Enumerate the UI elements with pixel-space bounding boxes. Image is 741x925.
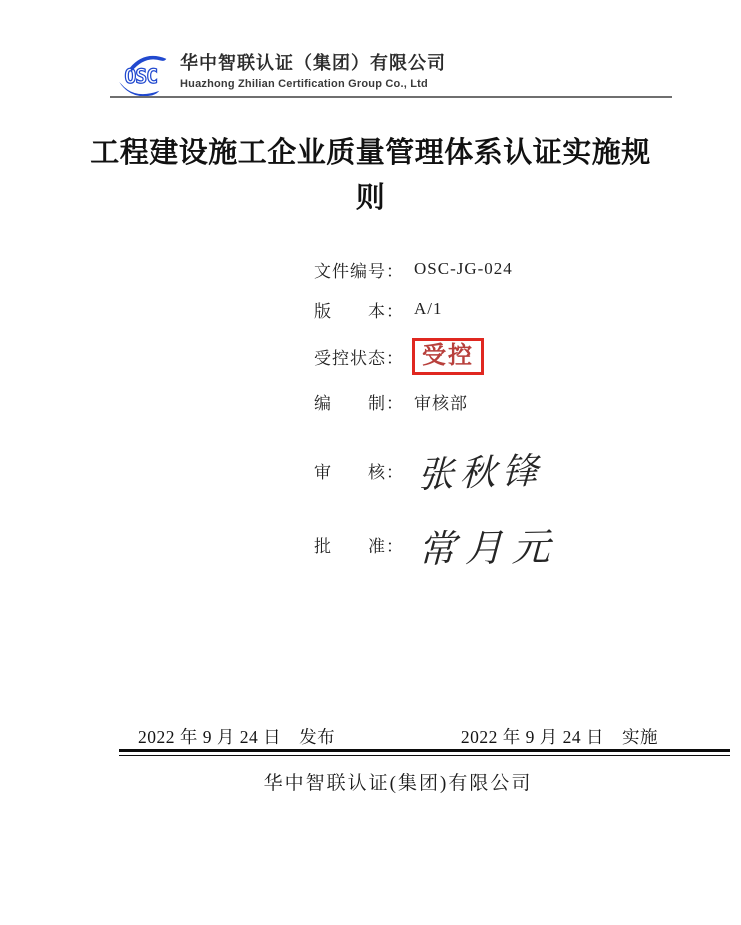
company-name-cn: 华中智联认证（集团）有限公司 <box>180 53 446 73</box>
field-label: 审 核： <box>314 462 404 482</box>
document-info-fields <box>314 257 513 429</box>
dates-row <box>138 724 658 749</box>
field-control-status <box>314 337 513 375</box>
field-approved-by <box>314 512 559 576</box>
signature-section <box>314 438 559 586</box>
field-version <box>314 297 513 321</box>
osc-logo-icon <box>118 50 172 98</box>
field-label: 文件编号： <box>314 261 404 281</box>
reviewer-signature: 张秋锋 <box>417 450 545 495</box>
field-value: A/1 <box>414 299 443 318</box>
implement-date: 2022 年 9 月 24 日 实施 <box>460 727 658 747</box>
field-compiled-by <box>314 389 513 413</box>
document-header <box>118 50 446 98</box>
field-value: OSC-JG-024 <box>414 259 513 278</box>
header-divider <box>110 96 672 98</box>
document-title: 工程建设施工企业质量管理体系认证实施规则 <box>90 137 651 214</box>
publish-date: 2022 年 9 月 24 日 发布 <box>138 727 336 747</box>
field-label: 编 制： <box>314 393 404 413</box>
company-name-block <box>180 50 446 90</box>
controlled-stamp: 受控 <box>412 338 484 375</box>
footer-double-rule <box>119 749 730 756</box>
field-label: 批 准： <box>314 536 404 556</box>
footer-company-name: 华中智联认证(集团)有限公司 <box>263 773 533 794</box>
company-name-en: Huazhong Zhilian Certification Group Co., Ltd <box>180 78 428 90</box>
field-reviewed-by <box>314 438 559 502</box>
approver-signature: 常月元 <box>417 526 560 571</box>
field-label: 版 本： <box>314 301 404 321</box>
field-value: 审核部 <box>414 393 468 413</box>
field-label: 受控状态： <box>314 348 404 368</box>
field-doc-number <box>314 257 513 281</box>
svg-text:OSC: OSC <box>124 64 158 88</box>
